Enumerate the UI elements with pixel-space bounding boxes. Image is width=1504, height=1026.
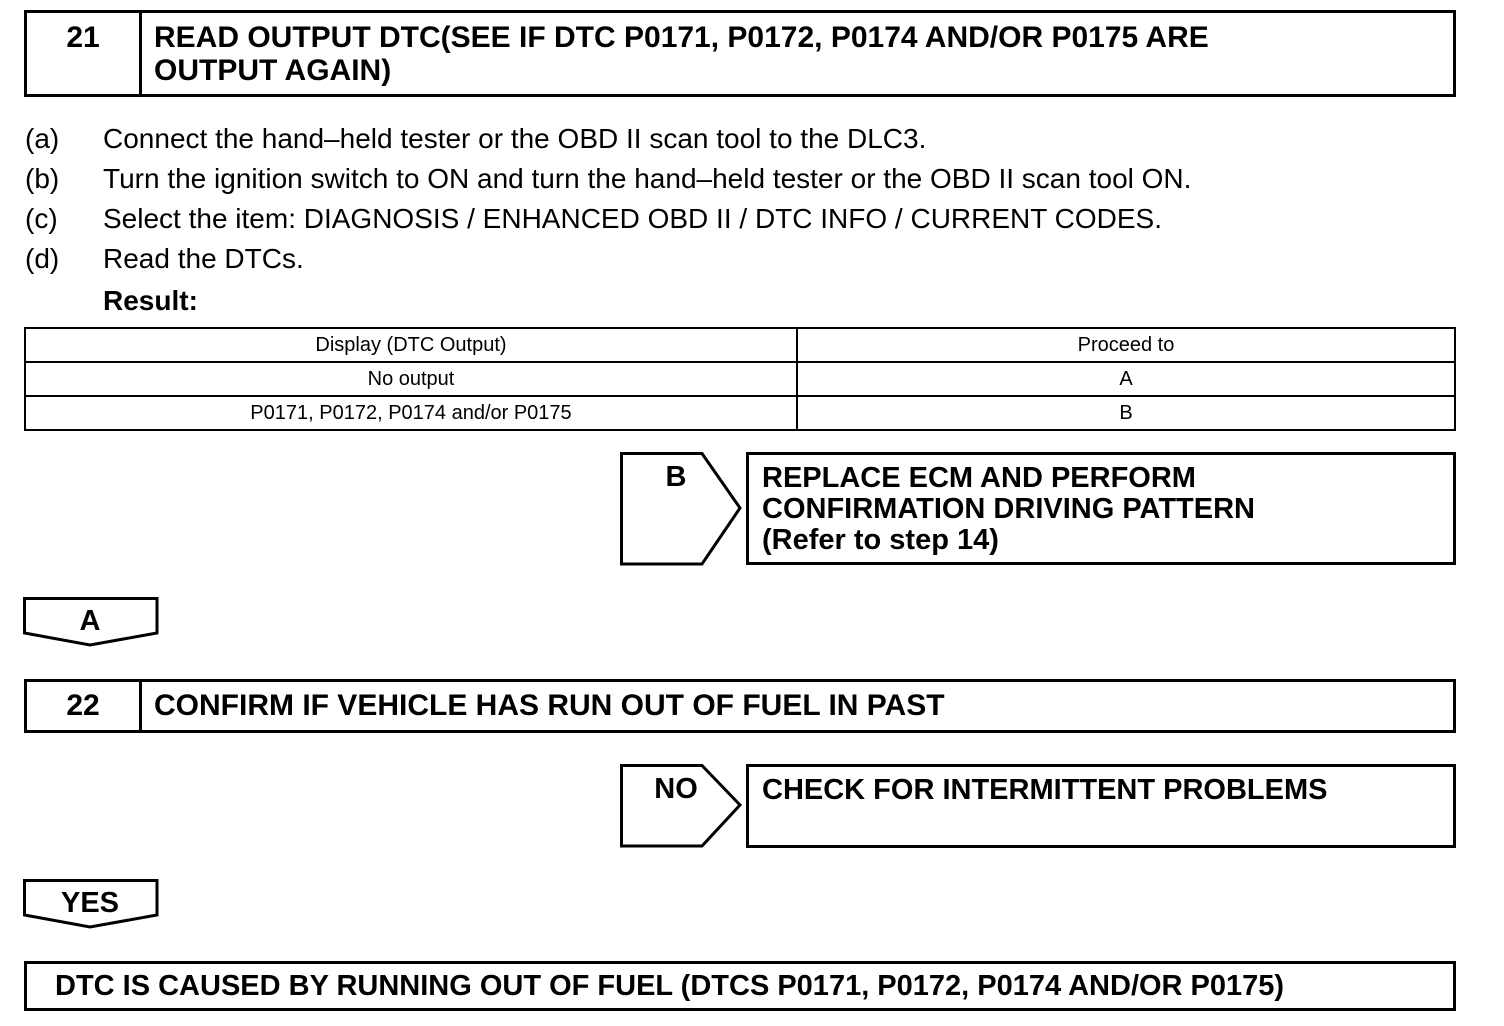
- step-title: [142, 13, 1453, 94]
- instruction-label: (c): [25, 203, 58, 234]
- conclusion-box: DTC IS CAUSED BY RUNNING OUT OF FUEL (DTCS P0171, P0172, P0174 AND/OR P0175): [24, 961, 1456, 1011]
- outcome-line: REPLACE ECM AND PERFORM: [762, 462, 1196, 494]
- step-number: 22: [27, 682, 142, 730]
- step-number: 21: [27, 13, 142, 94]
- instruction-text: Connect the hand–held tester or the OBD II scan tool to the DLC3.: [103, 123, 927, 154]
- instruction-a: [25, 119, 1445, 159]
- result-table: [24, 327, 1456, 431]
- outcome-line: (Refer to step 14): [762, 524, 999, 556]
- instruction-d: [25, 239, 1445, 279]
- table-header-cell: Display (DTC Output): [25, 328, 797, 362]
- table-row: [25, 396, 1455, 430]
- branch-yes-label: YES: [60, 887, 120, 919]
- replace-ecm-box: [746, 452, 1456, 565]
- instruction-text: Select the item: DIAGNOSIS / ENHANCED OBD II / DTC INFO / CURRENT CODES.: [103, 203, 1162, 234]
- outcome-line: CONFIRMATION DRIVING PATTERN: [762, 493, 1255, 525]
- branch-a-label: A: [79, 605, 101, 637]
- instruction-label: (b): [25, 163, 60, 194]
- table-cell: No output: [25, 362, 797, 396]
- instruction-text: Turn the ignition switch to ON and turn the hand–held tester or the OBD II scan tool ON.: [103, 163, 1192, 194]
- table-header-cell: Proceed to: [797, 328, 1455, 362]
- step-title-line: OUTPUT AGAIN): [154, 54, 392, 87]
- table-row: [25, 362, 1455, 396]
- instruction-text: Read the DTCs.: [103, 243, 304, 274]
- step-title-line: READ OUTPUT DTC(SEE IF DTC P0171, P0172, P0174 AND/OR P0175 ARE: [154, 21, 1209, 54]
- table-cell: P0171, P0172, P0174 and/or P0175: [25, 396, 797, 430]
- step-title: CONFIRM IF VEHICLE HAS RUN OUT OF FUEL IN PAST: [154, 689, 945, 722]
- instruction-c: [25, 199, 1445, 239]
- step-22-header: [24, 679, 1456, 733]
- table-cell: A: [797, 362, 1455, 396]
- table-cell: B: [797, 396, 1455, 430]
- result-label: Result:: [103, 285, 198, 316]
- table-header-row: [25, 328, 1455, 362]
- instruction-b: [25, 159, 1445, 199]
- instruction-label: (a): [25, 123, 60, 154]
- outcome-line: CHECK FOR INTERMITTENT PROBLEMS: [762, 774, 1328, 806]
- intermittent-problems-box: [746, 764, 1456, 848]
- branch-no-label: NO: [654, 773, 698, 805]
- step-21-header: [24, 10, 1456, 97]
- instruction-label: (d): [25, 243, 60, 274]
- branch-b-label: B: [665, 461, 687, 493]
